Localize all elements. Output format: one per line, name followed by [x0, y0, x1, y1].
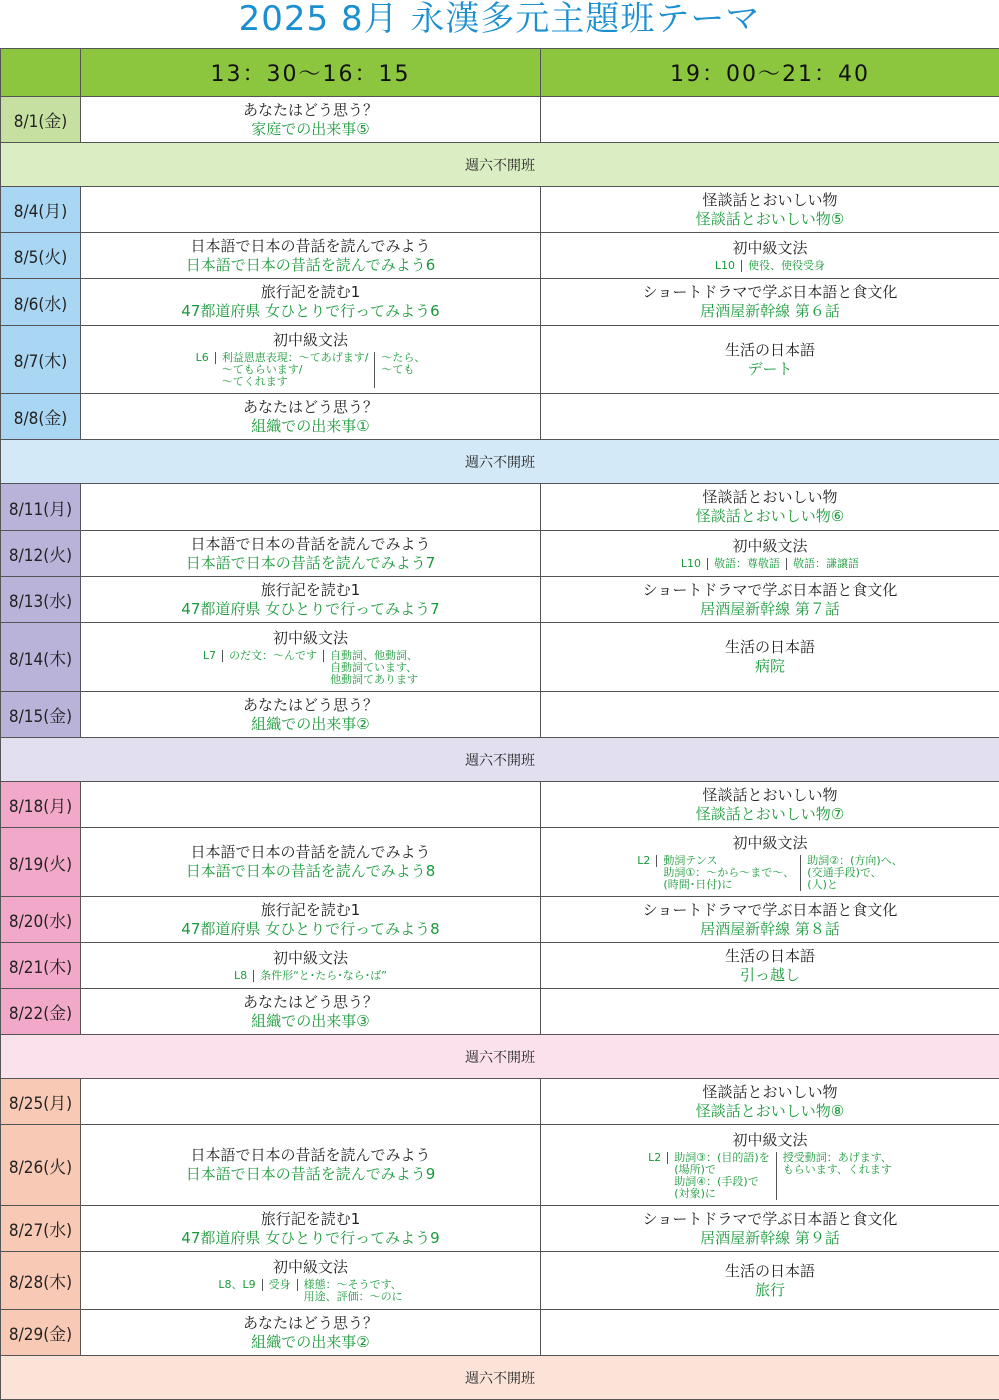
evening-cell — [541, 326, 999, 394]
day-row — [1, 782, 999, 828]
class-topic: 怪談話とおいしい物⑥ — [541, 507, 999, 526]
date-cell: 8/12(火) — [1, 531, 81, 577]
closed-row — [1, 738, 999, 782]
grammar-detail — [81, 352, 540, 388]
afternoon-cell — [81, 782, 541, 828]
afternoon-cell — [81, 692, 541, 738]
class-topic: 旅行 — [541, 1281, 999, 1300]
class-title: 生活の日本語 — [541, 638, 999, 657]
closed-row — [1, 1035, 999, 1079]
class-title: 怪談話とおいしい物 — [541, 488, 999, 507]
day-row — [1, 279, 999, 326]
lesson-number: L2 — [631, 855, 657, 867]
evening-cell — [541, 989, 999, 1035]
day-row — [1, 577, 999, 623]
date-cell: 8/7(木) — [1, 326, 81, 394]
day-row — [1, 1310, 999, 1356]
grammar-item: 受身 — [263, 1279, 298, 1291]
grammar-item: 敬語：謙譲語 — [787, 558, 865, 570]
day-row — [1, 1206, 999, 1252]
class-title: あなたはどう思う？ — [81, 1314, 540, 1333]
class-title: 初中級文法 — [541, 1131, 999, 1150]
header-corner — [1, 49, 81, 97]
day-row — [1, 531, 999, 577]
date-cell: 8/26(火) — [1, 1125, 81, 1206]
date-cell: 8/14(木) — [1, 623, 81, 692]
class-title: 旅行記を読む1 — [81, 901, 540, 920]
header-row — [1, 49, 999, 97]
afternoon-cell — [81, 97, 541, 143]
class-title: あなたはどう思う？ — [81, 101, 540, 120]
lesson-number: L8、L9 — [212, 1279, 262, 1291]
evening-cell — [541, 623, 999, 692]
afternoon-cell — [81, 531, 541, 577]
class-title: 日本語で日本の昔話を読んでみよう — [81, 843, 540, 862]
day-row — [1, 1125, 999, 1206]
grammar-item: 利益恩恵表現：〜てあげます/ 〜てもらいます/ 〜てくれます — [216, 352, 376, 388]
evening-cell — [541, 484, 999, 531]
class-topic: 居酒屋新幹線 第６話 — [541, 302, 999, 321]
afternoon-cell — [81, 577, 541, 623]
class-topic: 家庭での出来事⑤ — [81, 120, 540, 139]
date-cell: 8/8(金) — [1, 394, 81, 440]
class-title: ショートドラマで学ぶ日本語と食文化 — [541, 1210, 999, 1229]
class-title: あなたはどう思う？ — [81, 398, 540, 417]
class-topic: デート — [541, 360, 999, 379]
lesson-number: L10 — [675, 558, 708, 570]
class-title: 初中級文法 — [541, 537, 999, 556]
grammar-detail — [541, 558, 999, 570]
class-topic: 怪談話とおいしい物⑤ — [541, 210, 999, 229]
date-cell: 8/25(月) — [1, 1079, 81, 1125]
class-title: 生活の日本語 — [541, 341, 999, 360]
class-title: 旅行記を読む1 — [81, 283, 540, 302]
class-title: 生活の日本語 — [541, 1262, 999, 1281]
class-title: 日本語で日本の昔話を読んでみよう — [81, 535, 540, 554]
date-cell: 8/4(月) — [1, 187, 81, 233]
day-row — [1, 1252, 999, 1310]
class-title: 怪談話とおいしい物 — [541, 191, 999, 210]
day-row — [1, 484, 999, 531]
class-topic: 日本語で日本の昔話を読んでみよう6 — [81, 256, 540, 275]
class-title: 初中級文法 — [81, 331, 540, 350]
closed-notice: 週六不開班 — [1, 1356, 999, 1400]
class-title: ショートドラマで学ぶ日本語と食文化 — [541, 581, 999, 600]
evening-cell — [541, 1206, 999, 1252]
afternoon-cell — [81, 187, 541, 233]
grammar-detail — [541, 1152, 999, 1200]
date-cell: 8/5(火) — [1, 233, 81, 279]
header-afternoon: 13：30〜16：15 — [81, 49, 541, 97]
evening-cell — [541, 1079, 999, 1125]
date-cell: 8/22(金) — [1, 989, 81, 1035]
lesson-number: L2 — [642, 1152, 668, 1164]
class-title: 初中級文法 — [81, 1258, 540, 1277]
date-cell: 8/15(金) — [1, 692, 81, 738]
class-title: 初中級文法 — [541, 239, 999, 258]
afternoon-cell — [81, 1079, 541, 1125]
grammar-detail — [541, 855, 999, 891]
date-cell: 8/1(金) — [1, 97, 81, 143]
day-row — [1, 989, 999, 1035]
lesson-number: L7 — [197, 650, 223, 662]
grammar-item: 授受動詞：あげます、 もらいます、くれます — [777, 1152, 898, 1176]
class-topic: 病院 — [541, 657, 999, 676]
class-title: 生活の日本語 — [541, 947, 999, 966]
evening-cell — [541, 692, 999, 738]
afternoon-cell — [81, 1125, 541, 1206]
closed-row — [1, 440, 999, 484]
evening-cell — [541, 394, 999, 440]
class-title: 初中級文法 — [81, 949, 540, 968]
grammar-item: 様態：〜そうです、 用途、評価：〜のに — [298, 1279, 409, 1303]
class-topic: 居酒屋新幹線 第７話 — [541, 600, 999, 619]
evening-cell — [541, 1252, 999, 1310]
grammar-item: 〜たら、 〜ても — [375, 352, 431, 376]
class-topic: 居酒屋新幹線 第９話 — [541, 1229, 999, 1248]
closed-row — [1, 1356, 999, 1400]
afternoon-cell — [81, 828, 541, 897]
date-cell: 8/19(火) — [1, 828, 81, 897]
day-row — [1, 623, 999, 692]
class-title: 日本語で日本の昔話を読んでみよう — [81, 237, 540, 256]
date-cell: 8/28(木) — [1, 1252, 81, 1310]
class-topic: 組織での出来事② — [81, 715, 540, 734]
schedule-body — [1, 97, 999, 1400]
day-row — [1, 692, 999, 738]
class-title: 怪談話とおいしい物 — [541, 1083, 999, 1102]
class-title: 怪談話とおいしい物 — [541, 786, 999, 805]
afternoon-cell — [81, 484, 541, 531]
day-row — [1, 97, 999, 143]
grammar-item: 使役、使役受身 — [742, 260, 831, 272]
closed-notice: 週六不開班 — [1, 440, 999, 484]
evening-cell — [541, 97, 999, 143]
evening-cell — [541, 279, 999, 326]
class-title: ショートドラマで学ぶ日本語と食文化 — [541, 283, 999, 302]
day-row — [1, 394, 999, 440]
class-title: 旅行記を読む1 — [81, 1210, 540, 1229]
class-title: 日本語で日本の昔話を読んでみよう — [81, 1146, 540, 1165]
date-cell: 8/29(金) — [1, 1310, 81, 1356]
date-cell: 8/27(水) — [1, 1206, 81, 1252]
grammar-item: 助詞③：(目的語)を (場所)で 助詞④：(手段)で (対象)に — [668, 1152, 776, 1200]
day-row — [1, 1079, 999, 1125]
afternoon-cell — [81, 943, 541, 989]
class-title: ショートドラマで学ぶ日本語と食文化 — [541, 901, 999, 920]
evening-cell — [541, 1125, 999, 1206]
grammar-item: 助詞②：(方向)へ、 (交通手段)で、 (人)と — [801, 855, 908, 891]
afternoon-cell — [81, 1310, 541, 1356]
class-title: 初中級文法 — [81, 629, 540, 648]
page-title: 2025 8月 永漢多元主題班テーマ — [0, 0, 999, 44]
class-topic: 組織での出来事① — [81, 417, 540, 436]
class-title: あなたはどう思う？ — [81, 696, 540, 715]
closed-row — [1, 143, 999, 187]
day-row — [1, 828, 999, 897]
class-topic: 組織での出来事② — [81, 1333, 540, 1352]
grammar-item: のだ文：〜んです — [223, 650, 324, 662]
evening-cell — [541, 943, 999, 989]
schedule-table — [0, 48, 999, 1400]
day-row — [1, 897, 999, 943]
grammar-item: 動詞テンス 助詞①：〜から〜まで〜、 (時間･日付)に — [657, 855, 801, 891]
header-evening: 19：00〜21：40 — [541, 49, 999, 97]
lesson-number: L6 — [190, 352, 216, 364]
class-topic: 日本語で日本の昔話を読んでみよう7 — [81, 554, 540, 573]
afternoon-cell — [81, 989, 541, 1035]
date-cell: 8/21(木) — [1, 943, 81, 989]
closed-notice: 週六不開班 — [1, 143, 999, 187]
class-title: 初中級文法 — [541, 834, 999, 853]
afternoon-cell — [81, 279, 541, 326]
date-cell: 8/18(月) — [1, 782, 81, 828]
afternoon-cell — [81, 897, 541, 943]
grammar-item: 条件形“と･たら･なら･ば” — [254, 970, 393, 982]
date-cell: 8/20(水) — [1, 897, 81, 943]
grammar-item: 自動詞、他動詞、 自動詞ています、 他動詞てあります — [324, 650, 424, 686]
date-cell: 8/6(水) — [1, 279, 81, 326]
class-topic: 日本語で日本の昔話を読んでみよう8 — [81, 862, 540, 881]
class-topic: 怪談話とおいしい物⑧ — [541, 1102, 999, 1121]
class-title: 旅行記を読む1 — [81, 581, 540, 600]
afternoon-cell — [81, 1206, 541, 1252]
lesson-number: L8 — [228, 970, 254, 982]
class-topic: 47都道府県 女ひとりで行ってみよう8 — [81, 920, 540, 939]
afternoon-cell — [81, 1252, 541, 1310]
evening-cell — [541, 828, 999, 897]
day-row — [1, 326, 999, 394]
day-row — [1, 233, 999, 279]
class-title: あなたはどう思う？ — [81, 993, 540, 1012]
afternoon-cell — [81, 394, 541, 440]
grammar-detail — [81, 970, 540, 982]
class-topic: 組織での出来事③ — [81, 1012, 540, 1031]
evening-cell — [541, 233, 999, 279]
afternoon-cell — [81, 326, 541, 394]
class-topic: 47都道府県 女ひとりで行ってみよう7 — [81, 600, 540, 619]
grammar-detail — [81, 1279, 540, 1303]
class-topic: 怪談話とおいしい物⑦ — [541, 805, 999, 824]
class-topic: 引っ越し — [541, 966, 999, 985]
day-row — [1, 187, 999, 233]
afternoon-cell — [81, 233, 541, 279]
evening-cell — [541, 577, 999, 623]
evening-cell — [541, 897, 999, 943]
date-cell: 8/11(月) — [1, 484, 81, 531]
evening-cell — [541, 531, 999, 577]
class-topic: 47都道府県 女ひとりで行ってみよう9 — [81, 1229, 540, 1248]
class-topic: 居酒屋新幹線 第８話 — [541, 920, 999, 939]
class-topic: 日本語で日本の昔話を読んでみよう9 — [81, 1165, 540, 1184]
day-row — [1, 943, 999, 989]
afternoon-cell — [81, 623, 541, 692]
grammar-item: 敬語：尊敬語 — [708, 558, 787, 570]
evening-cell — [541, 1310, 999, 1356]
evening-cell — [541, 782, 999, 828]
lesson-number: L10 — [709, 260, 742, 272]
grammar-detail — [81, 650, 540, 686]
grammar-detail — [541, 260, 999, 272]
class-topic: 47都道府県 女ひとりで行ってみよう6 — [81, 302, 540, 321]
date-cell: 8/13(水) — [1, 577, 81, 623]
closed-notice: 週六不開班 — [1, 1035, 999, 1079]
closed-notice: 週六不開班 — [1, 738, 999, 782]
evening-cell — [541, 187, 999, 233]
